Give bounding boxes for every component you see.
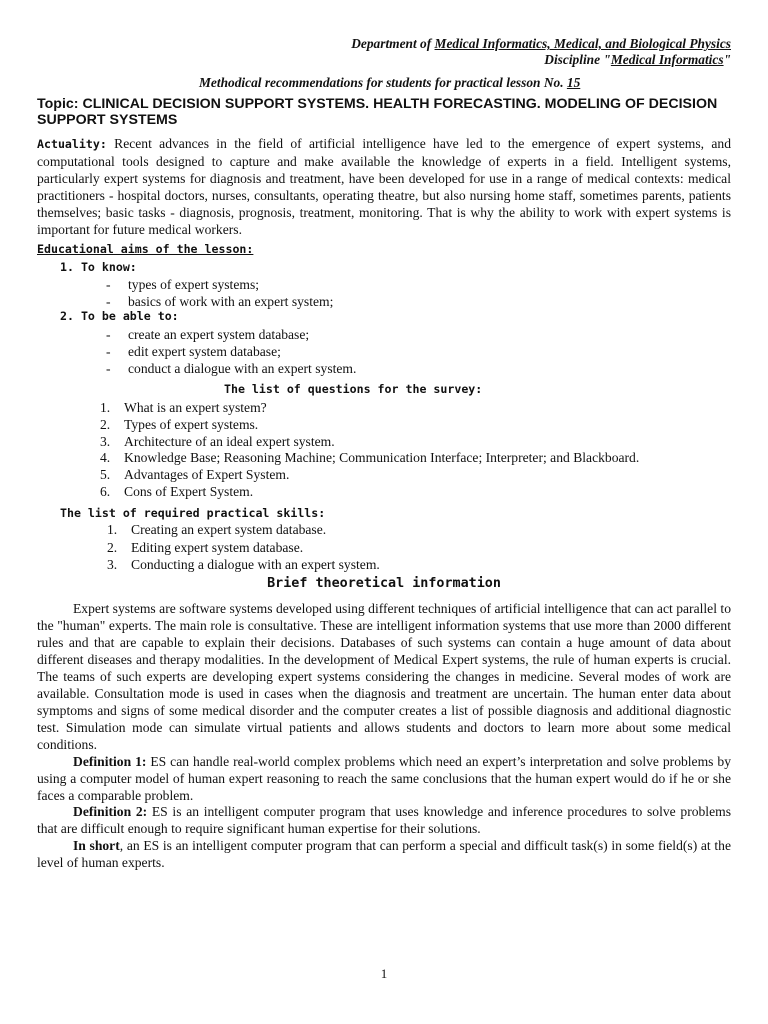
- lesson-number: 15: [566, 75, 581, 90]
- able-item: - conduct a dialogue with an expert system.: [106, 361, 357, 376]
- actuality-label: Actuality:: [37, 137, 107, 151]
- skill-item: 1. Creating an expert system database.: [107, 522, 327, 537]
- in-short: In short, an ES is an intelligent computer program that can perform a special and difficult task(s) in some field(s) at the level of human experts.: [37, 838, 731, 870]
- able-item: - create an expert system database;: [106, 327, 310, 342]
- question-item: 6. Cons of Expert System.: [100, 484, 254, 499]
- department-line: Department of Medical Informatics, Medical, and Biological Physics: [351, 36, 731, 51]
- able-item: - edit expert system database;: [106, 344, 281, 359]
- topic-title: Topic: CLINICAL DECISION SUPPORT SYSTEMS. HEALTH FORECASTING. MODELING OF DECISION SUPPORT SYSTEMS: [37, 96, 718, 128]
- actuality-paragraph: Actuality: Recent advances in the field of artificial intelligence have led to the emergence of expert systems, and computational tools designed to capture and make available the knowledge of experts in a field. Intelligent systems, particularly expert systems for diagnosis and treatment, have been developed for use in a range of medical contexts: medical practitioners - hospital doctors, nurses, consultants, operating theatre, but also nursing home staff, sometimes parents, patients themselves; basic tasks - diagnosis, prognosis, treatment, monitoring. That is why the ability to work with expert systems is important for future medical workers.: [37, 136, 731, 237]
- theory-paragraph: Expert systems are software systems developed using different techniques of artificial intelligence that can act parallel to the "human" experts. The main role is consultative. These are intelligent information systems that use more than 2000 different rules and that are capable to explain their decisions. Databases of such systems can contain a huge amount of data about different diseases and therapy modalities. In the development of Medical Expert systems, the rule of human experts is crucial. The teams of such experts are developing expert systems considering the changes in medicine. Several modes of work are available. Consultation mode is used in cases when the diagnosis and treatment are uncertain. The human enter data about symptoms and signs of some medical disorder and the computer creates a list of possible diagnosis and additional diagnostic test. Simulation mode can simulate virtual patients and allows students and doctors to learn more about some medical conditions.: [37, 601, 731, 752]
- discipline-line: Discipline "Medical Informatics": [544, 52, 731, 67]
- question-item: 3. Architecture of an ideal expert system.: [100, 434, 335, 449]
- questions-heading: The list of questions for the survey:: [224, 382, 483, 396]
- department-name: Medical Informatics, Medical, and Biological Physics: [434, 36, 731, 51]
- definition-2: Definition 2: ES is an intelligent computer program that uses knowledge and inference procedures to solve problems that are difficult enough to require significant human expertise for their solutions.: [37, 804, 731, 836]
- question-item: 4. Knowledge Base; Reasoning Machine; Communication Interface; Interpreter; and Blackboard.: [100, 450, 640, 465]
- know-label: 1. To know:: [60, 260, 137, 274]
- definition-1: Definition 1: ES can handle real-world complex problems which need an expert’s interpretation and solve problems by using a computer model of human expert reasoning to reach the same conclusions that the human expert would do if he or she faces a comparable problem.: [37, 754, 731, 803]
- discipline-name: Medical Informatics: [610, 52, 724, 67]
- know-item: - basics of work with an expert system;: [106, 294, 334, 309]
- methodical-line: Methodical recommendations for students for practical lesson No. 15: [199, 75, 581, 90]
- question-item: 5. Advantages of Expert System.: [100, 467, 290, 482]
- able-label: 2. To be able to:: [60, 309, 179, 323]
- aims-heading: Educational aims of the lesson:: [37, 242, 254, 256]
- question-item: 2. Types of expert systems.: [100, 417, 259, 432]
- page-number: 1: [380, 966, 388, 981]
- theory-heading: Brief theoretical information: [267, 576, 501, 591]
- question-item: 1. What is an expert system?: [100, 400, 267, 415]
- skill-item: 3. Conducting a dialogue with an expert system.: [107, 557, 380, 572]
- skills-heading: The list of required practical skills:: [60, 506, 326, 520]
- skill-item: 2. Editing expert system database.: [107, 540, 304, 555]
- know-item: - types of expert systems;: [106, 277, 260, 292]
- theory-body: [37, 600, 731, 753]
